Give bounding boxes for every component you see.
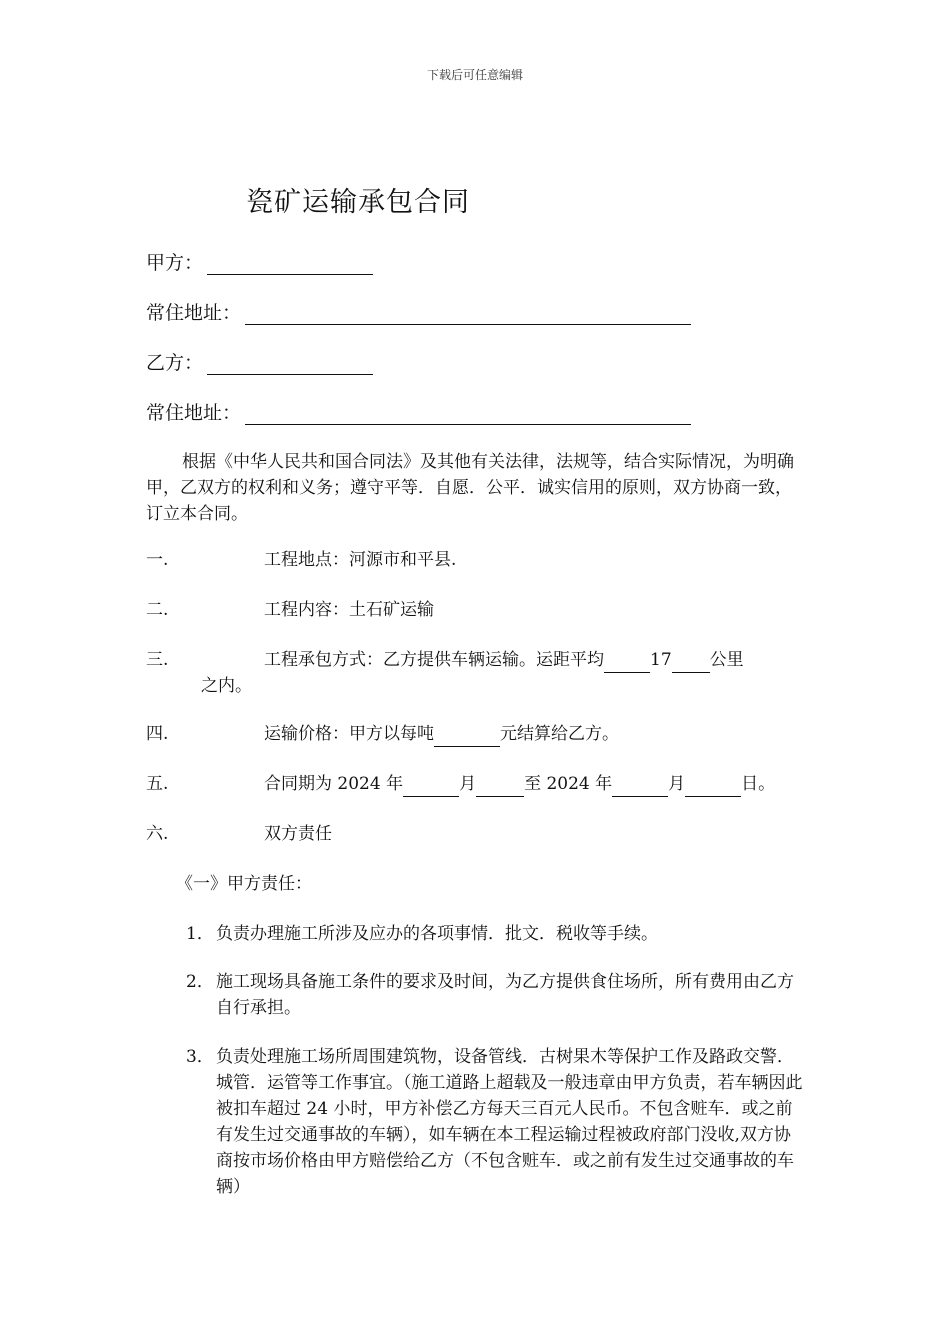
section-3-continuation: 之内。 (201, 676, 252, 696)
party-a-label: 甲方： (146, 252, 204, 274)
section-number: 三. (146, 650, 169, 670)
section-number: 六. (146, 824, 169, 844)
party-b-line (146, 348, 373, 375)
section-text: 工程内容：土石矿运输 (264, 600, 434, 620)
month-label: 月 (459, 774, 477, 794)
party-a-address-blank (245, 304, 691, 325)
party-a-address-line (146, 298, 691, 325)
intro-text: 根据《中华人民共和国合同法》及其他有关法律，法规等，结合实际情况，为明确甲，乙双方的权利和义务；遵守平等．自愿．公平．诚实信用的原则，双方协商一致，订立本合同。 (146, 452, 794, 524)
blank-line (604, 653, 650, 673)
section-1 (146, 547, 456, 573)
party-b-address-blank (245, 404, 691, 425)
section-text-tail: 公里 (709, 650, 744, 670)
blank-line (672, 653, 710, 673)
month-label: 月 (668, 774, 686, 794)
party-b-address-label: 常住地址： (146, 402, 242, 424)
item-text: 负责办理施工所涉及应办的各项事情．批文．税收等手续。 (216, 924, 658, 944)
item-number: 3． (186, 1047, 214, 1067)
party-b-blank (207, 354, 373, 375)
blank-line (685, 777, 741, 797)
page-header: 下载后可任意编辑 (426, 68, 523, 82)
section-3 (146, 647, 744, 673)
party-a-address-label: 常住地址： (146, 302, 242, 324)
blank-line (403, 777, 459, 797)
party-b-address-line (146, 398, 691, 425)
section-number: 二. (146, 600, 169, 620)
section-number: 四. (146, 724, 169, 744)
party-a-line (146, 248, 373, 275)
price-blank (434, 727, 500, 747)
party-a-blank (207, 254, 373, 275)
section-number: 五. (146, 774, 169, 794)
section-6 (146, 821, 332, 847)
section-4 (146, 721, 619, 747)
item-number: 2． (186, 972, 214, 992)
contract-title: 瓷矿运输承包合同 (246, 187, 470, 218)
party-b-label: 乙方： (146, 352, 204, 374)
list-item (186, 1044, 806, 1200)
contract-period-text: 合同期为 2024 年 (264, 774, 404, 794)
section-text: 工程地点：河源市和平县. (264, 550, 457, 570)
party-a-duties-heading: 《一》甲方责任： (176, 874, 312, 894)
section-number: 一. (146, 550, 169, 570)
blank-line (476, 777, 524, 797)
item-text: 负责处理施工场所周围建筑物，设备管线．古树果木等保护工作及路政交警．城管．运管等工作事宜。（施工道路上超载及一般违章由甲方负责，若车辆因此被扣车超过 24 小时，甲方补偿乙方每天三百元人民币。不包含赃车．或之前有发生过交通事故的车辆），如车辆在本工程运输过程被政府部门没收,双方协商按市场价格由甲方赔偿给乙方（不包含赃车．或之前有发生过交通事故的车辆） (216, 1047, 803, 1197)
section-2 (146, 597, 434, 623)
section-5 (146, 771, 775, 797)
item-text: 施工现场具备施工条件的要求及时间，为乙方提供食住场所，所有费用由乙方自行承担。 (216, 972, 794, 1018)
intro-paragraph (146, 449, 806, 527)
distance-value: 17 (650, 650, 672, 670)
blank-line (612, 777, 668, 797)
contract-period-text: 至 2024 年 (524, 774, 613, 794)
section-text: 双方责任 (264, 824, 332, 844)
section-text-tail: 元结算给乙方。 (500, 724, 619, 744)
section-text: 运输价格：甲方以每吨 (264, 724, 434, 744)
list-item (186, 969, 806, 1021)
list-item (186, 921, 806, 947)
day-label: 日。 (741, 774, 776, 794)
item-number: 1． (186, 924, 214, 944)
section-text: 工程承包方式：乙方提供车辆运输。运距平均 (264, 650, 604, 670)
